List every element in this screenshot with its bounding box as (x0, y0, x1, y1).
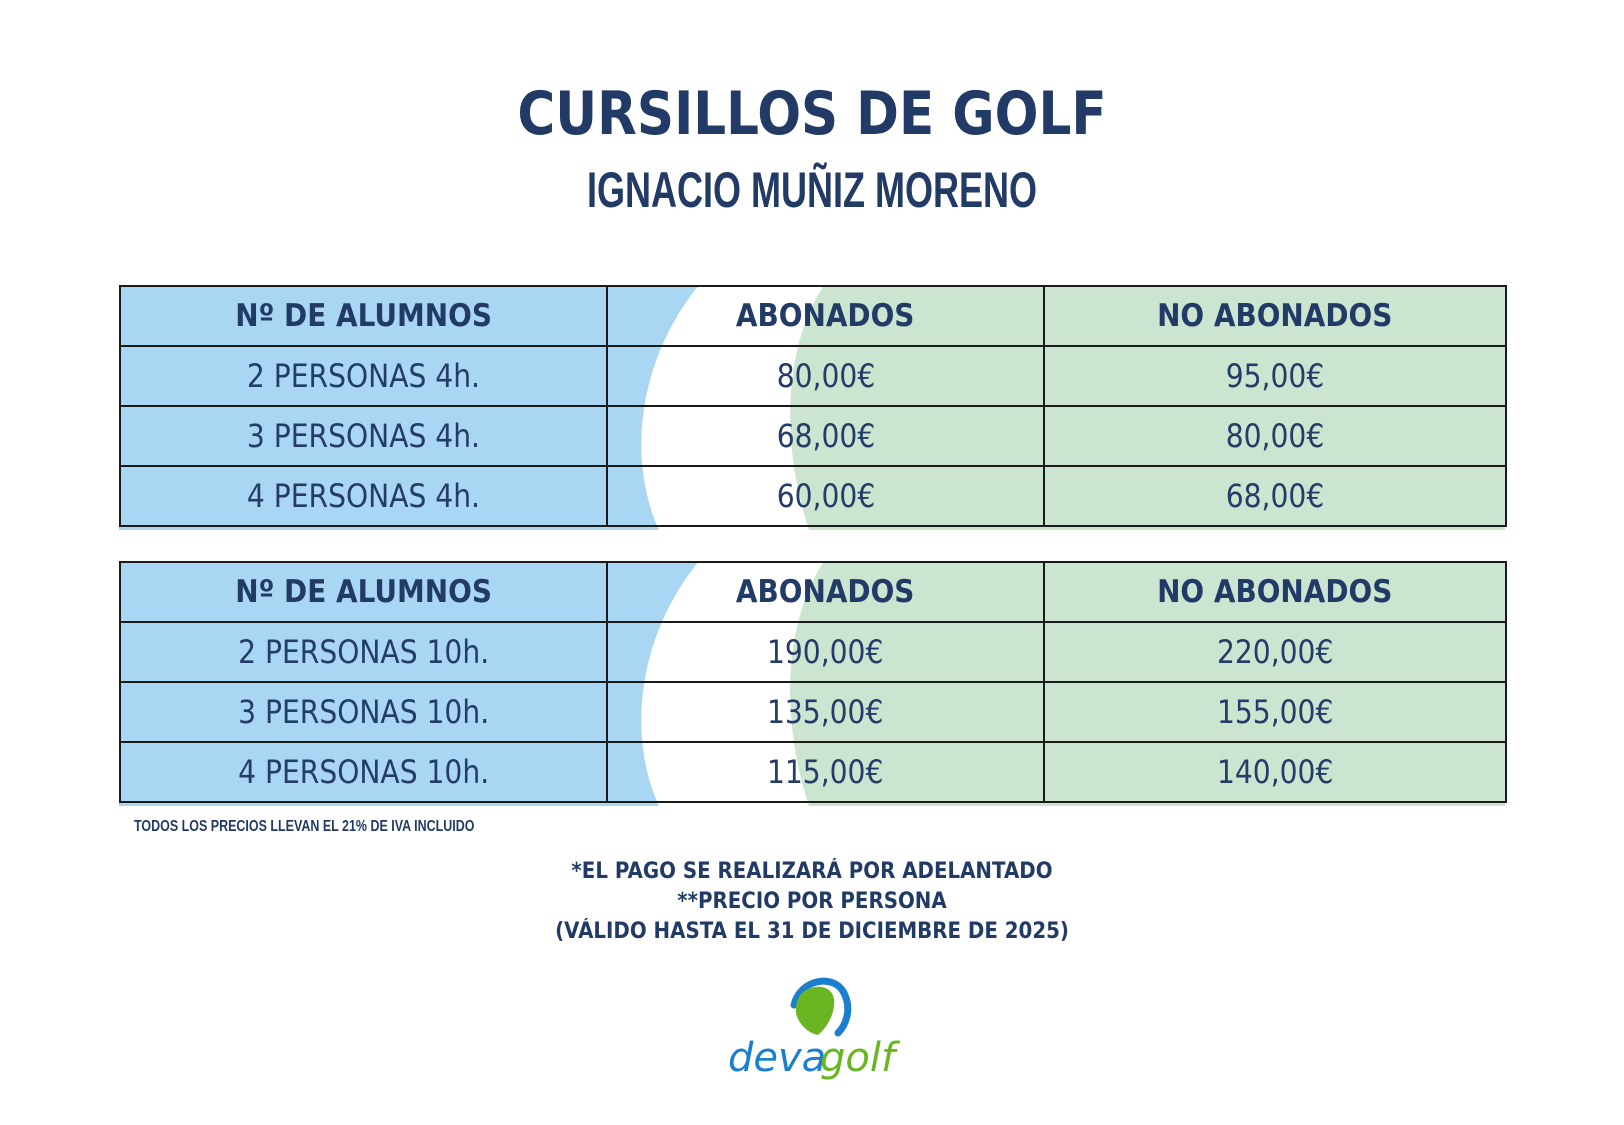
golf-ball-icon (794, 981, 848, 1035)
non-member-price-cell: 155,00€ (1044, 682, 1506, 742)
non-member-price-cell: 95,00€ (1044, 346, 1506, 406)
iva-note: TODOS LOS PRECIOS LLEVAN EL 21% DE IVA INCLUIDO (134, 818, 475, 835)
header-members: ABONADOS (607, 562, 1044, 622)
page-title: CURSILLOS DE GOLF (517, 79, 1107, 149)
page-subtitle: IGNACIO MUÑIZ MORENO (587, 162, 1037, 218)
member-price-cell: 115,00€ (607, 742, 1044, 802)
non-member-price-cell: 80,00€ (1044, 406, 1506, 466)
header-members: ABONADOS (607, 286, 1044, 346)
students-cell: 4 PERSONAS 4h. (120, 466, 607, 526)
logo-text-deva: deva (728, 1035, 827, 1081)
non-member-price-cell: 220,00€ (1044, 622, 1506, 682)
table-row (120, 622, 1506, 682)
students-cell: 4 PERSONAS 10h. (120, 742, 607, 802)
validity-note: (VÁLIDO HASTA EL 31 DE DICIEMBRE DE 2025) (555, 919, 1069, 944)
price-per-person-note: **PRECIO POR PERSONA (677, 889, 947, 914)
member-price-cell: 68,00€ (607, 406, 1044, 466)
header-students: Nº DE ALUMNOS (120, 562, 607, 622)
devagolf-logo (722, 975, 912, 1085)
price-table-4h (119, 285, 1507, 527)
footer-notes (0, 857, 1624, 947)
logo-text-golf: golf (820, 1035, 896, 1081)
non-member-price-cell: 68,00€ (1044, 466, 1506, 526)
table-header-row (120, 562, 1506, 622)
payment-note: *EL PAGO SE REALIZARÁ POR ADELANTADO (571, 859, 1053, 884)
member-price-cell: 135,00€ (607, 682, 1044, 742)
table-row (120, 406, 1506, 466)
non-member-price-cell: 140,00€ (1044, 742, 1506, 802)
table-row (120, 466, 1506, 526)
header-non-members: NO ABONADOS (1044, 562, 1506, 622)
header-non-members: NO ABONADOS (1044, 286, 1506, 346)
students-cell: 3 PERSONAS 4h. (120, 406, 607, 466)
table-row (120, 682, 1506, 742)
students-cell: 3 PERSONAS 10h. (120, 682, 607, 742)
table-row (120, 346, 1506, 406)
header-students: Nº DE ALUMNOS (120, 286, 607, 346)
price-table-10h (119, 561, 1507, 803)
member-price-cell: 80,00€ (607, 346, 1044, 406)
table-header-row (120, 286, 1506, 346)
table-row (120, 742, 1506, 802)
students-cell: 2 PERSONAS 4h. (120, 346, 607, 406)
member-price-cell: 190,00€ (607, 622, 1044, 682)
member-price-cell: 60,00€ (607, 466, 1044, 526)
students-cell: 2 PERSONAS 10h. (120, 622, 607, 682)
